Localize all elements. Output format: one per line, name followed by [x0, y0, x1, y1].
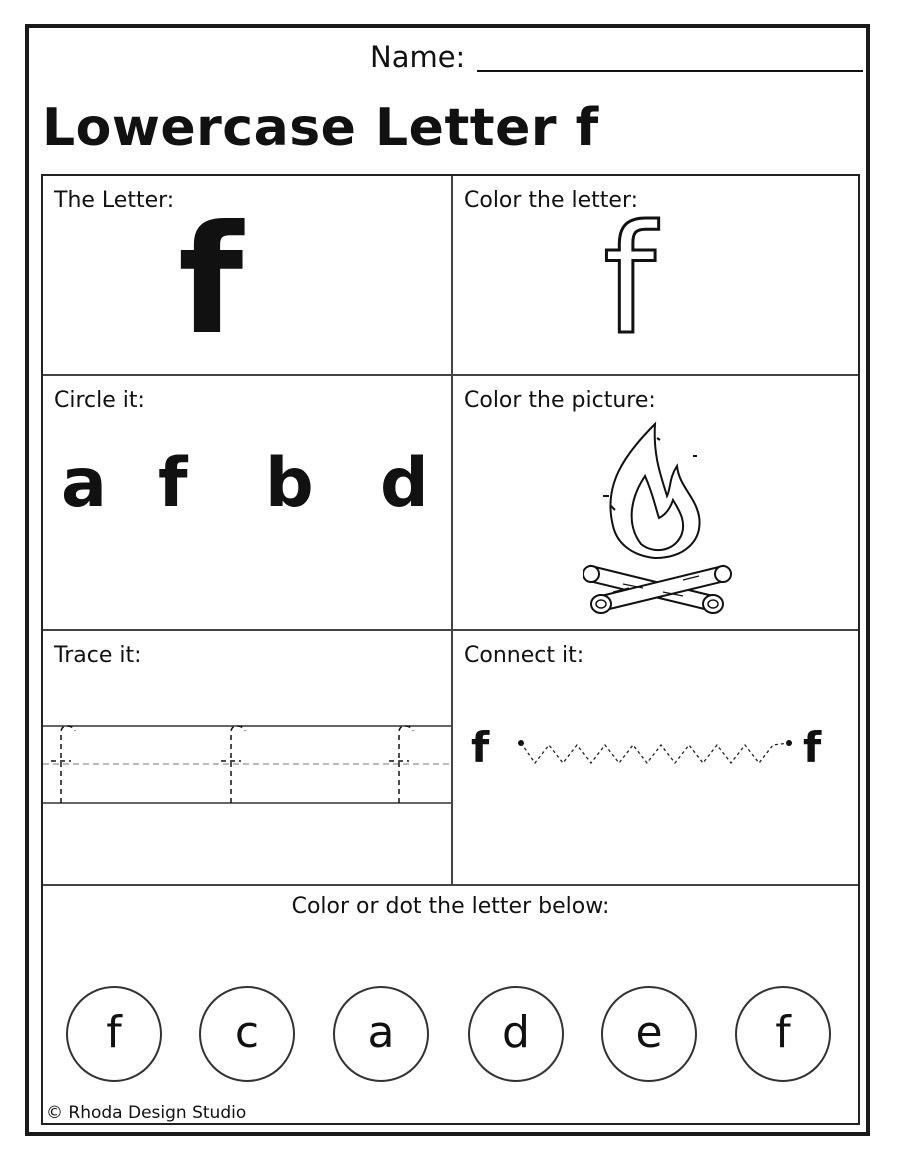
circle-it-label: Circle it: [54, 388, 145, 413]
campfire-icon[interactable] [583, 416, 733, 616]
trace-it-label: Trace it: [54, 643, 142, 668]
connect-it-cell [453, 631, 858, 884]
page-title: Lowercase Letter f [42, 98, 599, 158]
dot-circle[interactable]: c [199, 986, 295, 1082]
circle-choice-letter[interactable]: b [265, 444, 314, 523]
color-letter-cell [453, 176, 858, 374]
dot-circle[interactable]: d [468, 986, 564, 1082]
color-dot-label: Color or dot the letter below: [291, 894, 610, 919]
connect-it-label: Connect it: [464, 643, 585, 668]
connect-dotted-path[interactable] [513, 731, 803, 781]
connect-left-letter: f [471, 723, 490, 772]
copyright-footer: © Rhoda Design Studio [46, 1103, 247, 1123]
circle-it-cell [43, 376, 451, 629]
color-letter-label: Color the letter: [464, 188, 639, 213]
tracing-lines[interactable] [43, 721, 451, 811]
the-letter-cell [43, 176, 451, 374]
worksheet-grid [41, 174, 860, 1125]
name-label: Name: [370, 40, 466, 74]
the-letter-label: The Letter: [54, 188, 175, 213]
row-divider [43, 884, 858, 886]
name-input-line[interactable] [477, 70, 863, 72]
outline-letter-glyph[interactable]: f [603, 194, 656, 368]
connect-right-letter: f [803, 723, 822, 772]
dot-circle[interactable]: f [735, 986, 831, 1082]
dot-circle[interactable]: a [333, 986, 429, 1082]
color-picture-cell [453, 376, 858, 629]
circle-choice-letter[interactable]: f [158, 444, 188, 523]
dot-circle[interactable]: e [601, 986, 697, 1082]
the-letter-glyph: f [178, 194, 244, 368]
dot-circle[interactable]: f [66, 986, 162, 1082]
color-picture-label: Color the picture: [464, 388, 656, 413]
circle-choice-letter[interactable]: a [61, 444, 107, 523]
trace-it-cell [43, 631, 451, 884]
color-dot-row [43, 976, 858, 1096]
circle-choice-letter[interactable]: d [380, 444, 429, 523]
